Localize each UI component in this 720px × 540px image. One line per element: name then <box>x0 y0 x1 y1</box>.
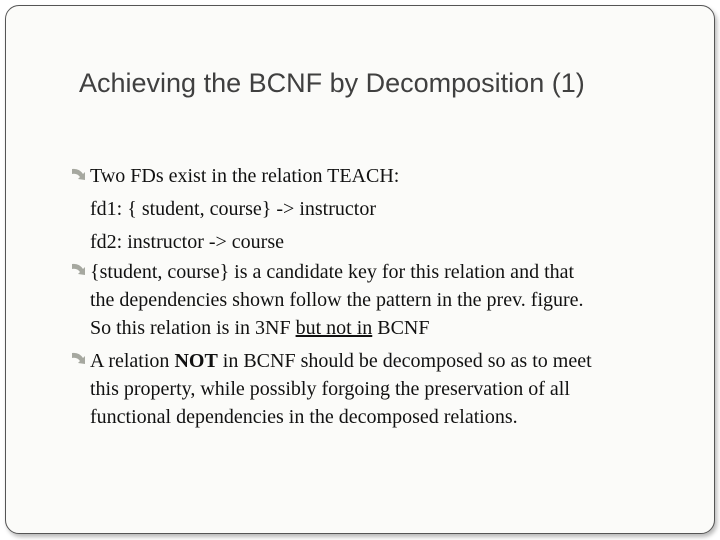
text-segment: BCNF <box>372 317 430 339</box>
bullet-arrow-icon <box>70 166 88 186</box>
sub-item-fd2: fd2: instructor -> course <box>90 231 285 253</box>
bullet-item <box>90 163 705 256</box>
bullet-text: Two FDs exist in the relation TEACH: <box>90 165 400 187</box>
bullet-line: {student, course} is a candidate key for this relation and that <box>90 261 575 283</box>
bullet-line <box>90 347 705 375</box>
bullet-line <box>90 314 705 342</box>
text-segment: So this relation is in 3NF <box>90 317 296 339</box>
text-segment: A relation <box>90 350 175 372</box>
bullet-arrow-icon <box>70 350 88 370</box>
bullet-line: functional dependencies in the decomposed relations. <box>90 406 518 428</box>
bullet-arrow-icon <box>70 261 88 281</box>
bullet-line: this property, while possibly forgoing the preservation of all <box>90 378 570 400</box>
bold-text: NOT <box>174 350 218 372</box>
sub-item-fd1: fd1: { student, course} -> instructor <box>90 198 376 220</box>
text-segment: in BCNF should be decomposed so as to meet <box>217 350 592 372</box>
underlined-text: but not in <box>295 317 373 339</box>
bullet-item <box>90 258 705 342</box>
bullet-item <box>90 347 705 431</box>
slide-content <box>90 163 705 431</box>
bullet-line: the dependencies shown follow the pattern in the prev. figure. <box>90 289 584 311</box>
slide-title: Achieving the BCNF by Decomposition (1) <box>79 68 585 98</box>
